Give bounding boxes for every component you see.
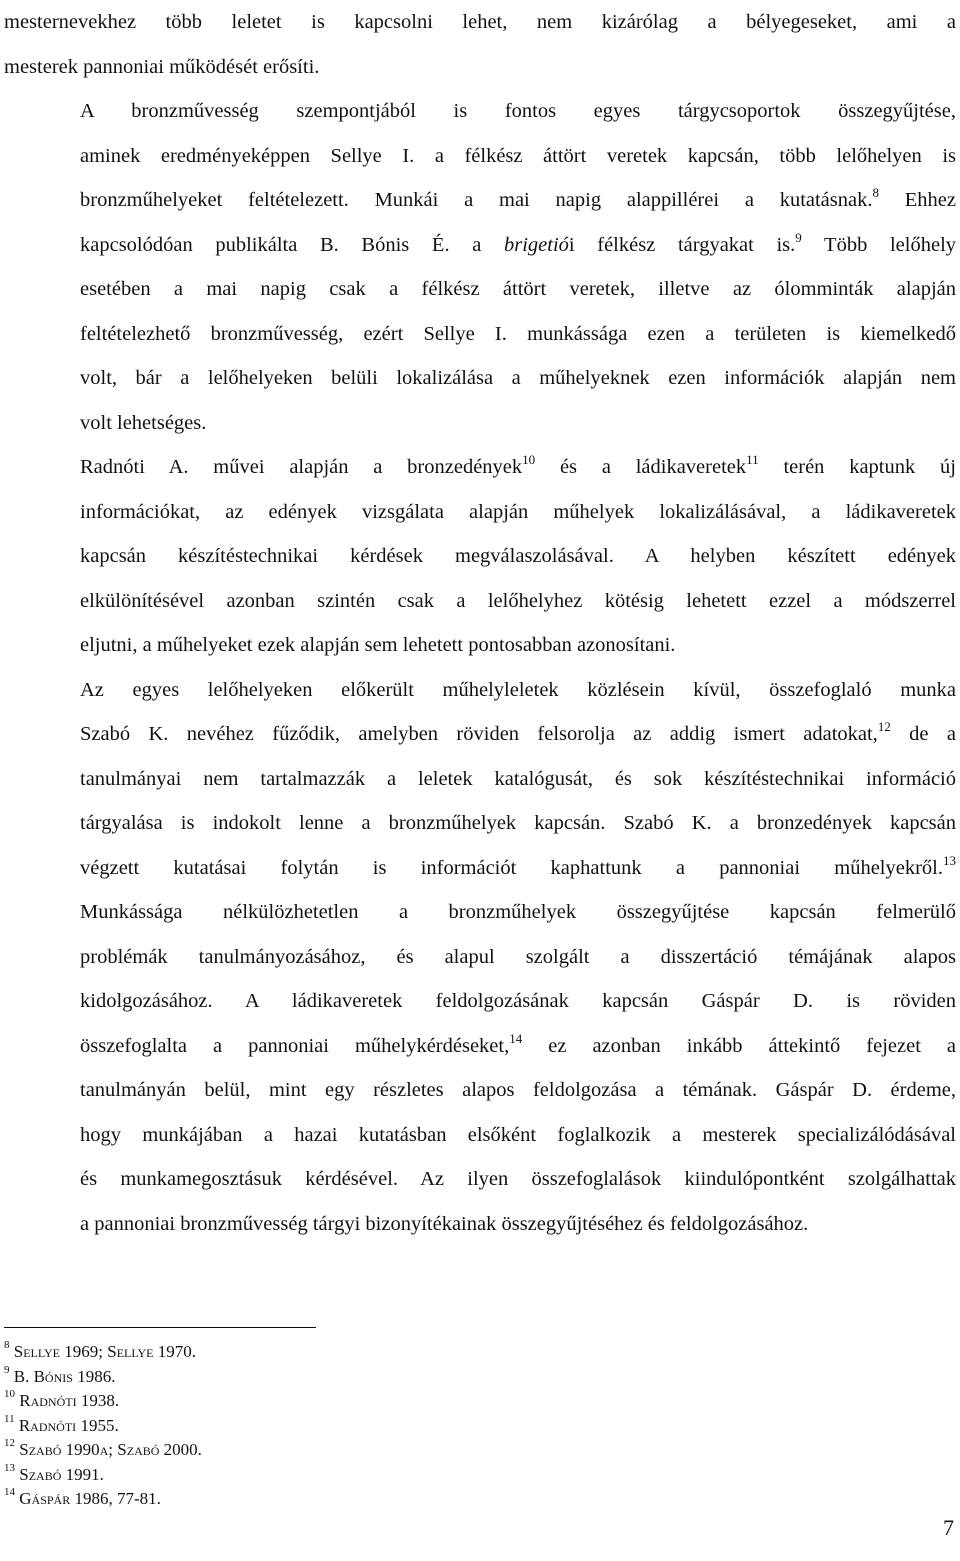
text-run: esetében a mai napig csak a félkész áttört veretek, illetve az ólomminták alapján (80, 278, 956, 300)
text-line (4, 623, 956, 668)
text-run: végzett kutatásai folytán is információt kaphattunk a pannoniai műhelyekről. (80, 856, 943, 879)
text-run: és munkamegosztásuk kérdésével. Az ilyen összefoglalások kiindulópontként szolgálhattak (80, 1168, 956, 1190)
footnote-reference: 8 (872, 185, 879, 201)
footnote-reference: 13 (943, 852, 956, 868)
paragraph-text (4, 89, 956, 445)
author-name: Szabó (117, 1440, 160, 1459)
text-run: feltételezhető bronzművesség, ezért Sellye I. munkássága ezen a területen is kiemelkedő (80, 322, 956, 345)
footnote-number: 13 (4, 1461, 15, 1474)
author-name: Szabó (19, 1464, 62, 1484)
footnote-item (4, 1389, 202, 1414)
text-line (4, 579, 956, 624)
footnote-reference: 14 (509, 1030, 523, 1046)
page-number: 7 (943, 1515, 954, 1540)
footnote-reference: 9 (795, 229, 802, 245)
text-line (4, 846, 956, 891)
text-line (4, 935, 956, 980)
paragraph (4, 0, 956, 89)
paragraph-text (4, 668, 956, 1247)
text-run: 1986. (72, 1366, 116, 1386)
paragraph (4, 445, 956, 668)
text-line (4, 267, 956, 312)
text-run: A bronzművesség szempontjából is fontos egyes tárgycsoportok összegyűjtése, (80, 100, 956, 122)
text-run: tárgyalása is indokolt lenne a bronzműhelyek kapcsán. Szabó K. a bronzedények kapcsán (80, 812, 956, 834)
text-run: bronzműhelyeket feltételezett. Munkái a mai napig alappillérei a kutatásnak. (80, 189, 873, 211)
text-run: terén kaptunk új (758, 456, 956, 478)
text-run: 1938. (76, 1391, 120, 1410)
text-line (4, 445, 956, 490)
text-line (4, 134, 956, 179)
footnote-reference: 12 (877, 719, 891, 735)
text-line (4, 757, 956, 802)
text-line (4, 0, 956, 45)
author-name: Sellye (107, 1342, 154, 1361)
paragraph (4, 89, 956, 445)
footnote-reference: 11 (746, 452, 759, 468)
text-run: kapcsán készítéstechnikai kérdések megválaszolásával. A helyben készített edények (80, 545, 956, 567)
text-run: információkat, az edények vizsgálata alapján műhelyek lokalizálásával, a ládikaveretek (80, 500, 956, 523)
text-line (4, 490, 956, 535)
text-run: de a (890, 723, 956, 745)
text-line (4, 1202, 956, 1247)
text-run: Ehhez (878, 189, 956, 211)
text-run: Munkássága nélkülözhetetlen a bronzműhelyek összegyűjtése kapcsán felmerülő (80, 901, 956, 923)
paragraph-text (4, 0, 956, 89)
text-line (4, 312, 956, 357)
document-body (4, 0, 956, 1246)
author-name: B. Bónis (13, 1366, 73, 1386)
author-name: Szabó (19, 1440, 62, 1459)
text-line (4, 890, 956, 935)
footnote-number: 10 (4, 1388, 15, 1401)
text-run: Szabó K. nevéhez fűződik, amelyben röviden felsorolja az addig ismert adatokat, (80, 723, 878, 745)
text-run: hogy munkájában a hazai kutatásban elsőként foglalkozik a mesterek specializálódásával (80, 1123, 956, 1146)
footnote-number: 12 (4, 1437, 15, 1450)
footnote-reference: 10 (522, 452, 536, 468)
footnotes (4, 1340, 202, 1512)
text-line (4, 1157, 956, 1202)
text-run: 1969; (60, 1342, 108, 1361)
text-run: mesterek pannoniai működését erősíti. (4, 55, 320, 78)
text-run: problémák tanulmányozásához, és alapul szolgált a disszertáció témájának alapos (80, 945, 956, 968)
paragraph-text (4, 445, 956, 668)
text-run: Az egyes lelőhelyeken előkerült műhelyleletek közlésein kívül, összefoglaló munka (80, 678, 956, 701)
text-run: összefoglalta a pannoniai műhelykérdéseket, (80, 1034, 510, 1057)
author-name: Sellye (13, 1342, 60, 1361)
footnote-number: 9 (4, 1363, 10, 1376)
text-run: ez azonban inkább áttekintő fejezet a (522, 1034, 956, 1057)
text-line (4, 356, 956, 401)
text-run: volt, bár a lelőhelyeken belüli lokalizálása a műhelyeknek ezen információk alapján nem (80, 367, 956, 389)
footnote-item (4, 1463, 202, 1488)
text-line (4, 668, 956, 713)
text-line (4, 1068, 956, 1113)
paragraph (4, 668, 956, 1247)
footnote-item (4, 1438, 202, 1463)
author-name: Radnóti (19, 1391, 77, 1410)
footnote-separator (4, 1327, 316, 1328)
text-run: ; (108, 1440, 118, 1459)
text-line (4, 1113, 956, 1158)
text-run: kidolgozásához. A ládikaveretek feldolgozásának kapcsán Gáspár D. is röviden (80, 990, 956, 1012)
author-name: Radnóti (18, 1415, 77, 1435)
text-line (4, 223, 956, 268)
text-line (4, 178, 956, 223)
text-run: 1970. (153, 1342, 196, 1361)
text-line (4, 712, 956, 757)
text-line (4, 534, 956, 579)
text-run: kapcsolódóan publikálta B. Bónis É. a (80, 233, 504, 256)
text-run: Radnóti A. művei alapján a bronzedények (80, 456, 523, 478)
text-run: i félkész tárgyakat is. (568, 233, 796, 256)
text-run: tanulmányán belül, mint egy részletes alapos feldolgozása a témának. Gáspár D. érdeme, (80, 1079, 956, 1101)
text-run: elkülönítésével azonban szintén csak a lelőhelyhez kötésig lehetett ezzel a módszerrel (80, 589, 956, 612)
text-run: aminek eredményeképpen Sellye I. a félkész áttört veretek kapcsán, több lelőhelyen is (80, 144, 956, 167)
text-line (4, 1024, 956, 1069)
text-run: mesternevekhez több leletet is kapcsolni lehet, nem kizárólag a bélyegeseket, ami a (4, 11, 956, 33)
text-run: 1991. (61, 1464, 104, 1484)
text-line (4, 45, 956, 90)
footnote-item (4, 1414, 202, 1439)
author-name: Gáspár (19, 1489, 71, 1508)
text-line (4, 89, 956, 134)
footnote-item (4, 1340, 202, 1365)
text-run: eljutni, a műhelyeket ezek alapján sem lehetett pontosabban azonosítani. (80, 634, 676, 656)
footnote-number: 11 (4, 1412, 15, 1425)
footnote-item (4, 1487, 202, 1512)
text-run: 1986, 77-81. (70, 1489, 161, 1508)
text-line (4, 401, 956, 446)
text-run: 2000. (159, 1440, 202, 1459)
footnote-number: 14 (4, 1486, 15, 1499)
text-run: és a ládikaveretek (535, 456, 747, 478)
italic-text: brigetió (503, 233, 569, 256)
footnote-number: 8 (4, 1339, 10, 1352)
text-line (4, 801, 956, 846)
author-name: a (99, 1440, 109, 1459)
text-run: tanulmányai nem tartalmazzák a leletek katalógusát, és sok készítéstechnikai információ (80, 767, 956, 790)
text-run: 1955. (76, 1415, 119, 1435)
text-run: 1990 (61, 1440, 100, 1459)
text-run: Több lelőhely (801, 233, 957, 256)
footnote-item (4, 1365, 202, 1390)
text-line (4, 979, 956, 1024)
text-run: a pannoniai bronzművesség tárgyi bizonyítékainak összegyűjtéséhez és feldolgozásához. (80, 1212, 809, 1235)
text-run: volt lehetséges. (80, 411, 207, 434)
